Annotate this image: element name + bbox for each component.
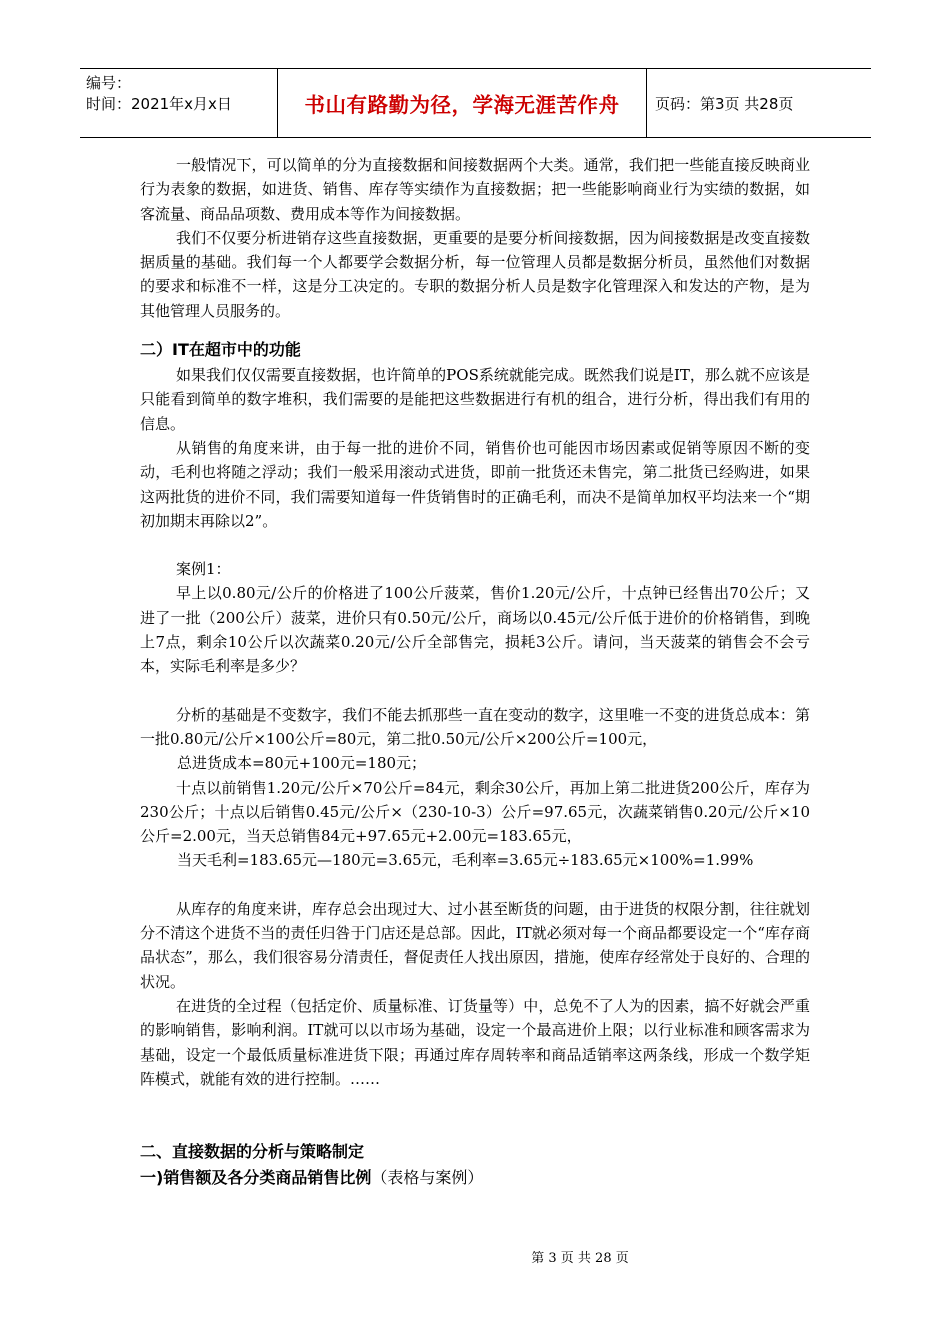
header-motto-cell	[278, 69, 647, 137]
document-number-label: 编号：	[86, 74, 132, 92]
subsection-heading-note: （表格与案例）	[371, 1168, 484, 1188]
paragraph: 从库存的角度来讲，库存总会出现过大、过小甚至断货的问题，由于进货的权限分割，往往就划分不清这个进货不当的责任归咎于门店还是总部。因此，IT就必须对每一个商品都要设定一个“库存商品状态”，那么，我们很容易分清责任，督促责任人找出原因，措施，使库存经常处于良好的、合理的状况。	[140, 899, 810, 991]
page-footer: 第 3 页 共 28 页	[531, 1251, 629, 1266]
section-heading: 二）IT在超市中的功能	[140, 340, 301, 360]
header-page-cell	[647, 69, 871, 137]
paragraph: 从销售的角度来讲，由于每一批的进价不同，销售价也可能因市场因素或促销等原因不断的变动，毛利也将随之浮动；我们一般采用滚动式进货，即前一批货还未售完，第二批货已经购进，如果这两批货的进价不同，我们需要知道每一件货销售时的正确毛利，而决不是简单加权平均法来一个“期初加期末再除以2”。	[140, 438, 810, 530]
document-body	[140, 153, 810, 1191]
header-page-number: 页码：第3页 共28页	[655, 94, 794, 113]
paragraph: 在进货的全过程（包括定价、质量标准、订货量等）中，总免不了人为的因素，搞不好就会严重的影响销售，影响利润。IT就可以以市场为基础，设定一个最高进价上限；以行业标准和顾客需求为基础，设定一个最低质量标准进货下限；再通过库存周转率和商品适销率这两条线，形成一个数学矩阵模式，就能有效的进行控制。……	[140, 996, 810, 1088]
paragraph: 一般情况下，可以简单的分为直接数据和间接数据两个大类。通常，我们把一些能直接反映商业行为表象的数据，如进货、销售、库存等实绩作为直接数据；把一些能影响商业行为实绩的数据，如客流量、商品品项数、费用成本等作为间接数据。	[140, 156, 810, 223]
case-label: 案例1：	[176, 560, 231, 579]
header-meta-cell	[80, 69, 278, 137]
paragraph: 早上以0.80元/公斤的价格进了100公斤菠菜，售价1.20元/公斤，十点钟已经售出70公斤；又进了一批（200公斤）菠菜，进价只有0.50元/公斤，商场以0.45元/公斤低于进价的价格销售，到晚上7点，剩余10公斤以次蔬菜0.20元/公斤全部售完，损耗3公斤。请问，当天菠菜的销售会不会亏本，实际毛利率是多少？	[140, 584, 810, 676]
header-motto: 书山有路勤为径，学海无涯苦作舟	[304, 93, 620, 117]
subsection-heading-bold: 一)销售额及各分类商品销售比例	[140, 1168, 372, 1188]
paragraph: 如果我们仅仅需要直接数据，也许简单的POS系统就能完成。既然我们说是IT，那么就不应该是只能看到简单的数字堆积，我们需要的是能把这些数据进行有机的组合，进行分析，得出我们有用的信息。	[140, 366, 810, 433]
section-heading: 二、直接数据的分析与策略制定	[140, 1142, 365, 1162]
page-header	[80, 68, 871, 138]
paragraph: 我们不仅要分析进销存这些直接数据，更重要的是要分析间接数据，因为间接数据是改变直接数据质量的基础。我们每一个人都要学会数据分析，每一位管理人员都是数据分析员，虽然他们对数据的要求和标准不一样，这是分工决定的。专职的数据分析人员是数字化管理深入和发达的产物，是为其他管理人员服务的。	[140, 228, 810, 320]
paragraph: 总进货成本=80元+100元=180元；	[177, 754, 427, 773]
paragraph: 十点以前销售1.20元/公斤×70公斤=84元，剩余30公斤，再加上第二批进货200公斤，库存为230公斤；十点以后销售0.45元/公斤×（230-10-3）公斤=97.65元，次蔬菜销售0.20元/公斤×10公斤=2.00元，当天总销售84元+97.65元+2.00元=183.65元，	[140, 778, 810, 846]
paragraph: 分析的基础是不变数字，我们不能去抓那些一直在变动的数字，这里唯一不变的进货总成本：第一批0.80元/公斤×100公斤=80元，第二批0.50元/公斤×200公斤=100元，	[140, 705, 810, 748]
document-time-label: 时间：2021年x月x日	[86, 95, 232, 113]
subsection-heading	[140, 1165, 810, 1191]
paragraph: 当天毛利=183.65元—180元=3.65元，毛利率=3.65元÷183.65元×100%=1.99%	[177, 851, 754, 870]
